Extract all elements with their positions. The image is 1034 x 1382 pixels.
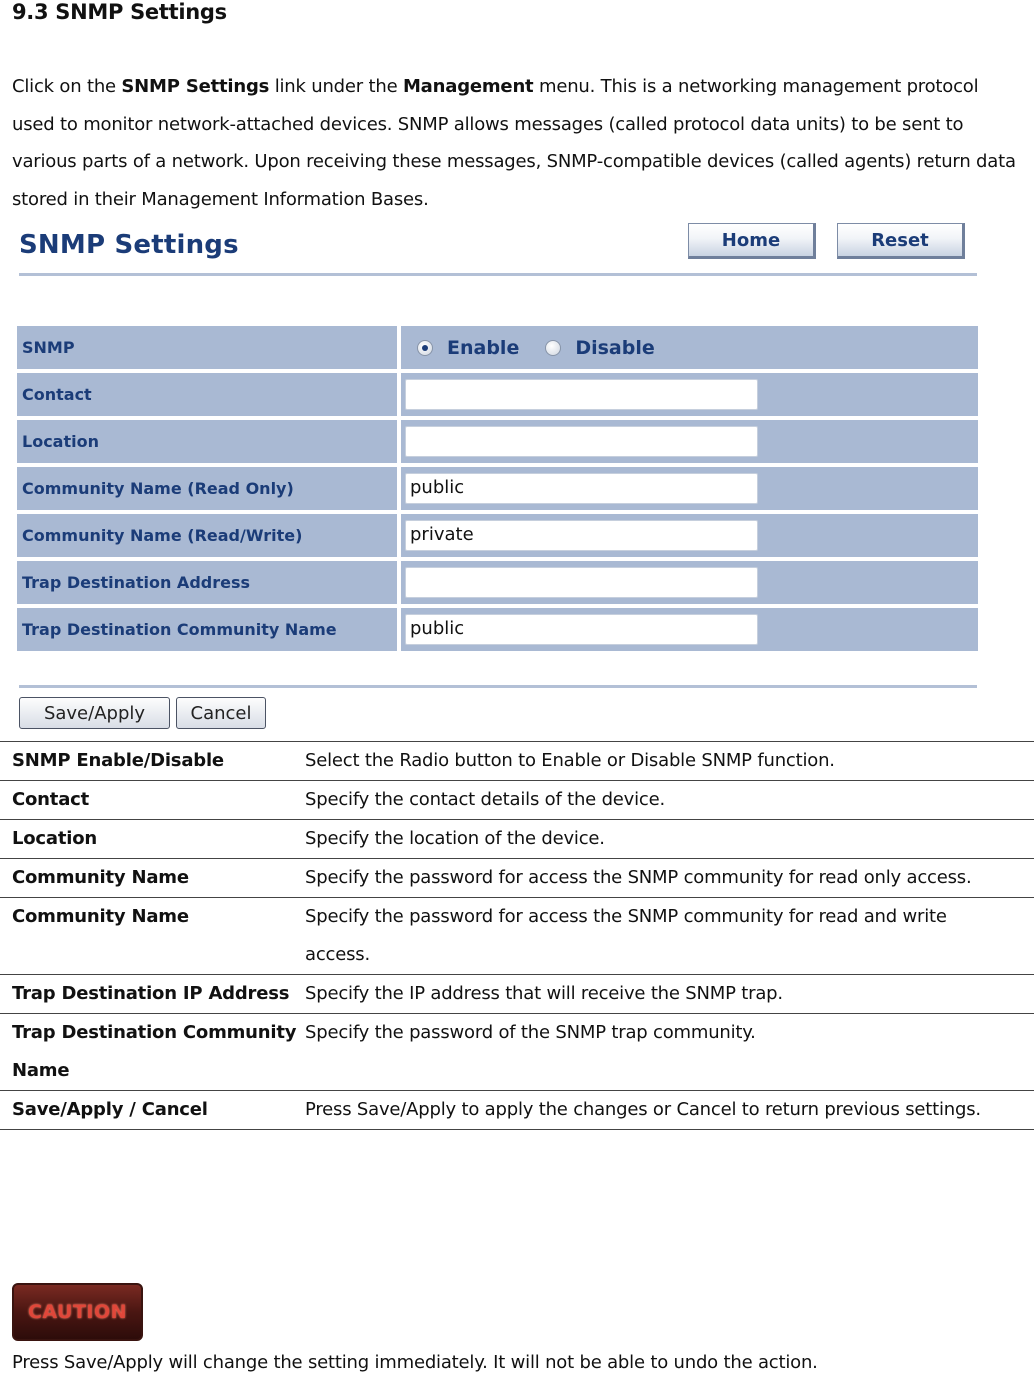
community-rw-input[interactable]: private <box>405 520 758 551</box>
contact-input[interactable] <box>405 379 758 410</box>
panel-title: SNMP Settings <box>19 230 239 260</box>
snmp-radio-group <box>405 337 681 359</box>
definition-cell: Specify the location of the device. <box>305 820 1034 859</box>
cancel-button[interactable]: Cancel <box>176 697 266 729</box>
divider <box>19 685 977 688</box>
table-row <box>0 859 1034 898</box>
intro-paragraph <box>12 68 1022 218</box>
term-cell: Save/Apply / Cancel <box>0 1091 305 1130</box>
snmp-radio-cell <box>401 326 978 369</box>
definition-cell: Specify the password of the SNMP trap community. <box>305 1014 1034 1091</box>
intro-text: Click on the <box>12 76 122 97</box>
caution-text: Press Save/Apply will change the setting immediately. It will not be able to undo the action. <box>12 1352 818 1373</box>
reset-button[interactable]: Reset <box>837 223 965 259</box>
community-ro-input[interactable]: public <box>405 473 758 504</box>
save-apply-button[interactable]: Save/Apply <box>19 697 170 729</box>
caution-icon <box>12 1283 143 1341</box>
form-row-trap-community <box>17 608 978 651</box>
term-cell: Trap Destination IP Address <box>0 975 305 1014</box>
term-cell: Trap Destination Community Name <box>0 1014 305 1091</box>
definition-cell: Specify the IP address that will receive the SNMP trap. <box>305 975 1034 1014</box>
table-row <box>0 742 1034 781</box>
location-input[interactable] <box>405 426 758 457</box>
table-row <box>0 1091 1034 1130</box>
trap-address-input[interactable] <box>405 567 758 598</box>
description-table <box>0 741 1034 1130</box>
caution-badge-text: CAUTION <box>27 1301 128 1323</box>
snmp-label: SNMP <box>17 326 397 369</box>
table-row <box>0 898 1034 975</box>
term-cell: Contact <box>0 781 305 820</box>
intro-bold-snmp-settings: SNMP Settings <box>121 76 270 97</box>
term-cell: Location <box>0 820 305 859</box>
contact-label: Contact <box>17 373 397 416</box>
section-heading: 9.3 SNMP Settings <box>12 0 227 24</box>
trap-community-cell <box>401 608 978 651</box>
form-row-contact <box>17 373 978 416</box>
location-cell <box>401 420 978 463</box>
enable-radio-label[interactable]: Enable <box>447 336 520 359</box>
form-row-snmp <box>17 326 978 369</box>
trap-address-cell <box>401 561 978 604</box>
community-rw-label: Community Name (Read/Write) <box>17 514 397 557</box>
disable-radio[interactable] <box>545 340 561 356</box>
enable-radio[interactable] <box>417 340 433 356</box>
term-cell: Community Name <box>0 898 305 975</box>
snmp-form <box>17 326 978 655</box>
community-ro-label: Community Name (Read Only) <box>17 467 397 510</box>
form-row-community-rw <box>17 514 978 557</box>
table-row <box>0 781 1034 820</box>
location-label: Location <box>17 420 397 463</box>
intro-bold-management: Management <box>402 76 534 97</box>
definition-cell: Press Save/Apply to apply the changes or Cancel to return previous settings. <box>305 1091 1034 1130</box>
form-row-trap-address <box>17 561 978 604</box>
definition-cell: Select the Radio button to Enable or Disable SNMP function. <box>305 742 1034 781</box>
trap-community-input[interactable]: public <box>405 614 758 645</box>
definition-cell: Specify the password for access the SNMP community for read only access. <box>305 859 1034 898</box>
community-ro-cell <box>401 467 978 510</box>
intro-text: menu. This is a networking management protocol used to monitor network-attached devices. SNMP allows messages (called protocol data units) to be sent to various parts of a network. Upon receiving these messages, SNMP-compatible devices (called agents) return data stored in their Management Information Bases. <box>12 76 1016 210</box>
trap-address-label: Trap Destination Address <box>17 561 397 604</box>
trap-community-label: Trap Destination Community Name <box>17 608 397 651</box>
table-row <box>0 820 1034 859</box>
form-row-location <box>17 420 978 463</box>
form-row-community-ro <box>17 467 978 510</box>
term-cell: SNMP Enable/Disable <box>0 742 305 781</box>
divider <box>19 273 977 276</box>
term-cell: Community Name <box>0 859 305 898</box>
community-rw-cell <box>401 514 978 557</box>
table-row <box>0 975 1034 1014</box>
definition-cell: Specify the password for access the SNMP community for read and write access. <box>305 898 1034 975</box>
contact-cell <box>401 373 978 416</box>
intro-text: link under the <box>269 76 403 97</box>
table-row <box>0 1014 1034 1091</box>
disable-radio-label[interactable]: Disable <box>575 336 655 359</box>
definition-cell: Specify the contact details of the device. <box>305 781 1034 820</box>
home-button[interactable]: Home <box>688 223 816 259</box>
